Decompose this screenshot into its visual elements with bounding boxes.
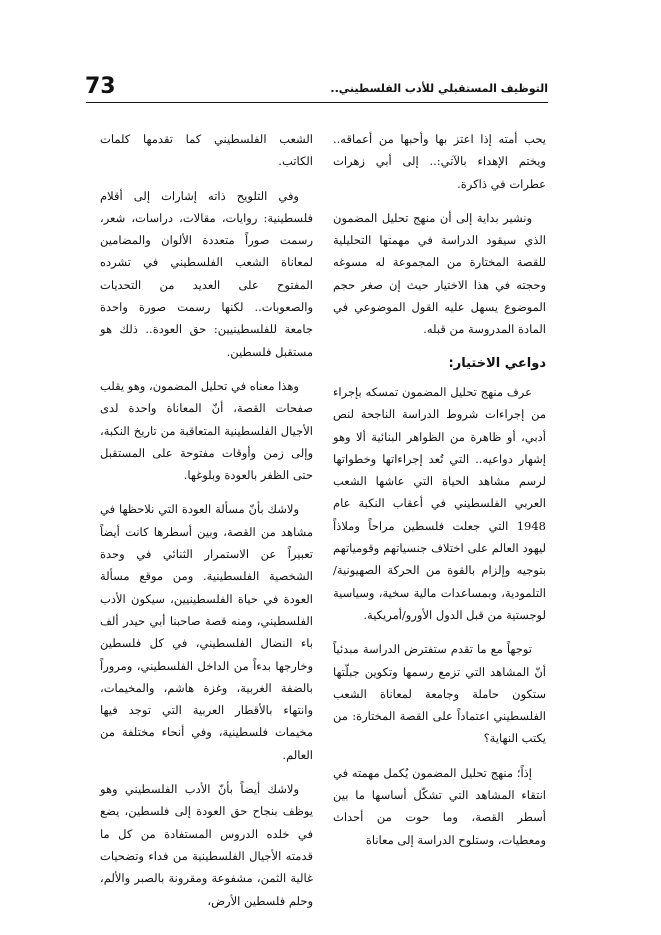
section-heading: دواعي الاختيار:	[448, 355, 546, 371]
paragraph: يحب أمته إذا اعتز بها وأحبها من أعماقه.. ويختم الإهداء بالآتي:.. إلى أبي زهرات عطرات في ذاكرة.	[333, 132, 546, 191]
paragraph: توجهاً مع ما تقدم ستفترض الدراسة مبدئياً أنّ المشاهد التي تزمع رسمها وتكوين جبلّتها ستكون حاملة وجامعة لمعاناة الشعب الفلسطيني اعتماداً على القصة المختارة: من يكتب النهاية؟	[333, 642, 546, 746]
paragraph: ولاشك أيضاً بأنّ الأدب الفلسطيني وهو يوظف بنجاح حق العودة إلى فلسطين، يضع في خلده الدروس المستفادة من كل ما قدمته الأجيال الفلسطينية من فداء وتضحيات غالية الثمن، مشفوعة ومقرونة بالصبر والألم، وحلم فلسطين الأرض،	[100, 782, 313, 908]
page-number: 73	[85, 74, 116, 99]
left-column	[100, 128, 313, 924]
page-header	[52, 74, 548, 102]
paragraph: وفي التلويح ذاته إشارات إلى أقلام فلسطينية: روايات، مقالات، دراسات، شعر، رسمت صوراً متعددة الألوان والمضامين لمعاناة الشعب الفلسطيني في تشرده المفتوح على العديد من التحديات والصعوبات.. لكنها رسمت صورة واحدة جامعة للفلسطينيين: حق العودة.. ذلك هو مستقبل فلسطين.	[100, 188, 313, 359]
paragraph: ونشير بداية إلى أن منهج تحليل المضمون الذي سيقود الدراسة في مهمتها التحليلية للقصة المختارة من المجموعة له مسوغه وحجته في هذا الاختيار حيث إن صغر حجم الموضوع يسهل عليه القول الموضوعي في المادة المدروسة من قبله.	[333, 210, 546, 337]
running-title: التوظيف المستقبلي للأدب الفلسطيني..	[330, 82, 548, 95]
paragraph: إذاً؛ منهج تحليل المضمون يُكمل مهمته في انتقاء المشاهد التي تشكّل أساسها ما بين أسطر القصة، وما حوت من أحداث ومعطيات، وستلوح الدراسة إلى معاناة	[333, 765, 546, 847]
header-rule	[86, 102, 548, 103]
paragraph: ولاشك بأنّ مسألة العودة التي نلاحظها في مشاهد من القصة، وبين أسطرها كانت أيضاً تعبيراً عن الاستمرار الثنائي في وحدة الشخصية الفلسطينية. ومن موقع مسألة العودة في حياة الفلسطينيين، سيكون الأدب الفلسطيني، ومنه قصة صاحبنا أبي حيدر ألف باء النضال الفلسطيني، في كل فلسطين وخارجها بدءاً من الداخل الفلسطيني، ومروراً بالضفة الغربية، وغزة هاشم، والمخيمات، وانتهاء بالأقطار العربية التي توجد فيها مخيمات فلسطينية، وفي أنحاء مختلفة من العالم.	[100, 502, 313, 762]
paragraph: عرف منهج تحليل المضمون تمسكه بإجراء من إجراءات شروط الدراسة الناجحة لنص أدبي، أو ظاهرة من الظواهر البنائية ألا وهو إشهار دواعيه.. التي تُعد إجراءاتها وخطواتها لرسم مشاهد الحياة التي عاشها الشعب العربي الفلسطيني في أعقاب النكبة عام 1948 التي جعلت فلسطين مراحاً وملاذاً ليهود العالم على اختلاف جنسياتهم وقومياتهم بتوجيه وإلزام بالقوة من الحركة الصهيونية/ التلمودية، وبمساعدات مالية سخية، وسياسية لوجستية من قبل الدول الأورو/أمريكية.	[333, 384, 546, 622]
paragraph: الشعب الفلسطيني كما تقدمها كلمات الكاتب.	[100, 132, 313, 169]
paragraph: وهذا معناه في تحليل المضمون، وهو يقلب صفحات القصة، أنّ المعاناة واحدة لدى الأجيال الفلسطينية المتعاقبة من تاريخ النكبة، وإلى زمن وأوقات مفتوحة على المستقبل حتى الظفر بالعودة وبلوغها.	[100, 378, 313, 483]
right-column	[333, 128, 546, 863]
